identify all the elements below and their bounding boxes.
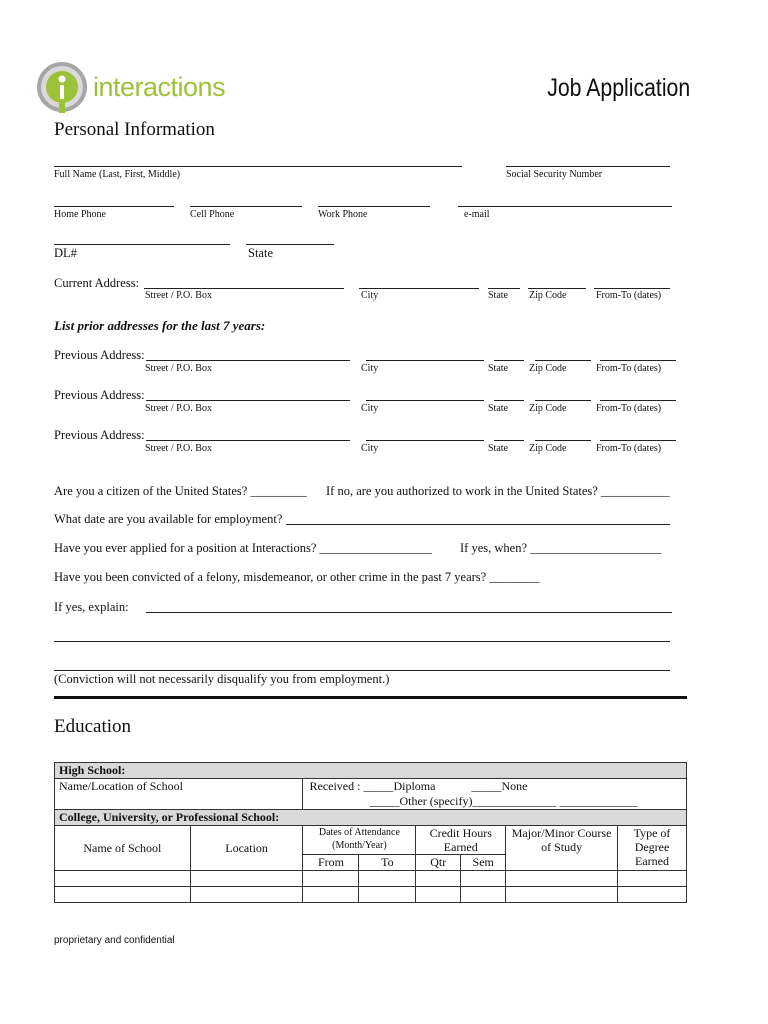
previous-street-field[interactable] <box>146 400 350 401</box>
table-cell[interactable] <box>359 871 416 887</box>
logo-text: interactions <box>93 72 226 102</box>
previous-dates-field[interactable] <box>600 400 676 401</box>
explain-label: If yes, explain: <box>54 600 129 614</box>
current-dates-field[interactable] <box>594 288 670 289</box>
logo-mark-icon <box>35 60 93 118</box>
zip-label: Zip Code <box>529 363 567 374</box>
section-divider <box>54 696 687 699</box>
full-name-field[interactable] <box>54 166 462 167</box>
previous-state-field[interactable] <box>494 440 524 441</box>
state-label: State <box>488 290 508 301</box>
dates-label: From-To (dates) <box>596 290 662 301</box>
col-sem: Sem <box>461 855 506 871</box>
dl-label: DL# <box>54 246 77 260</box>
previous-dates-field[interactable] <box>600 360 676 361</box>
previous-zip-field[interactable] <box>535 360 591 361</box>
table-cell[interactable] <box>416 871 461 887</box>
table-cell[interactable] <box>618 871 687 887</box>
table-row <box>55 871 687 887</box>
dates-label: From-To (dates) <box>596 443 662 454</box>
dl-state-label: State <box>248 246 273 260</box>
email-field[interactable] <box>458 206 672 207</box>
home-phone-field[interactable] <box>54 206 174 207</box>
section-title-personal: Personal Information <box>54 119 215 140</box>
table-cell[interactable] <box>506 871 618 887</box>
current-address-label: Current Address: <box>54 276 140 290</box>
full-name-label: Full Name (Last, First, Middle) <box>54 169 181 180</box>
high-school-received[interactable] <box>303 779 687 810</box>
previous-city-field[interactable] <box>366 360 484 361</box>
name-location-label: Name/Location of School <box>59 779 183 793</box>
previous-zip-field[interactable] <box>535 400 591 401</box>
cell-phone-label: Cell Phone <box>190 209 235 220</box>
table-cell[interactable] <box>55 887 191 903</box>
previous-address-label: Previous Address: <box>54 428 145 442</box>
zip-label: Zip Code <box>529 290 567 301</box>
col-from: From <box>303 855 359 871</box>
city-label: City <box>361 290 379 301</box>
availability-field[interactable] <box>286 524 670 525</box>
current-city-field[interactable] <box>359 288 479 289</box>
logo <box>35 60 235 116</box>
none-option[interactable]: _____None <box>471 779 528 793</box>
col-location: Location <box>190 826 303 871</box>
street-label: Street / P.O. Box <box>145 290 212 301</box>
col-credit-hours: Credit Hours Earned <box>416 826 506 855</box>
email-label: e-mail <box>464 209 490 220</box>
ssn-label: Social Security Number <box>506 169 603 180</box>
zip-label: Zip Code <box>529 403 567 414</box>
table-cell[interactable] <box>303 871 359 887</box>
home-phone-label: Home Phone <box>54 209 106 220</box>
street-label: Street / P.O. Box <box>145 363 212 374</box>
current-state-field[interactable] <box>488 288 520 289</box>
col-to: To <box>359 855 416 871</box>
table-cell[interactable] <box>359 887 416 903</box>
dl-state-field[interactable] <box>246 244 334 245</box>
col-degree-type: Type of Degree Earned <box>618 826 687 871</box>
previous-zip-field[interactable] <box>535 440 591 441</box>
city-label: City <box>361 363 379 374</box>
previous-street-field[interactable] <box>146 360 350 361</box>
table-cell[interactable] <box>416 887 461 903</box>
dl-field[interactable] <box>54 244 230 245</box>
col-qtr: Qtr <box>416 855 461 871</box>
prior-addresses-heading: List prior addresses for the last 7 years: <box>54 318 266 333</box>
cell-phone-field[interactable] <box>190 206 302 207</box>
previous-street-field[interactable] <box>146 440 350 441</box>
footer-text: proprietary and confidential <box>54 935 175 946</box>
received-diploma-option[interactable]: Received : _____Diploma <box>309 779 436 793</box>
table-cell[interactable] <box>506 887 618 903</box>
other-option[interactable]: _____Other (specify)______________ _____________ <box>369 794 638 808</box>
explain-field[interactable] <box>146 612 672 613</box>
street-label: Street / P.O. Box <box>145 443 212 454</box>
col-dates-of-attendance: Dates of Attendance (Month/Year) <box>303 826 416 855</box>
state-label: State <box>488 363 508 374</box>
availability-question: What date are you available for employment? <box>54 512 283 526</box>
table-cell[interactable] <box>461 871 506 887</box>
section-title-education: Education <box>54 716 132 737</box>
col-name-of-school: Name of School <box>55 826 191 871</box>
city-label: City <box>361 443 379 454</box>
work-authorization-question: If no, are you authorized to work in the United States? ___________ <box>326 484 670 498</box>
document-title: Job Application <box>547 74 690 102</box>
state-label: State <box>488 403 508 414</box>
table-row <box>55 887 687 903</box>
previous-state-field[interactable] <box>494 360 524 361</box>
previous-dates-field[interactable] <box>600 440 676 441</box>
table-cell[interactable] <box>618 887 687 903</box>
current-street-field[interactable] <box>144 288 344 289</box>
explain-field-line-2[interactable] <box>54 641 670 642</box>
citizen-question: Are you a citizen of the United States? _________ <box>54 484 307 498</box>
city-label: City <box>361 403 379 414</box>
conviction-disclaimer: (Conviction will not necessarily disqualify you from employment.) <box>54 672 390 686</box>
conviction-question: Have you been convicted of a felony, misdemeanor, or other crime in the past 7 years? ________ <box>54 570 540 584</box>
dates-label: From-To (dates) <box>596 363 662 374</box>
current-zip-field[interactable] <box>528 288 586 289</box>
high-school-name-location[interactable] <box>55 779 303 810</box>
col-major-minor: Major/Minor Course of Study <box>506 826 618 871</box>
table-cell[interactable] <box>55 871 191 887</box>
college-header: College, University, or Professional School: <box>55 810 687 826</box>
previous-state-field[interactable] <box>494 400 524 401</box>
table-cell[interactable] <box>303 887 359 903</box>
previous-city-field[interactable] <box>366 400 484 401</box>
work-phone-label: Work Phone <box>318 209 368 220</box>
state-label: State <box>488 443 508 454</box>
zip-label: Zip Code <box>529 443 567 454</box>
ssn-field[interactable] <box>506 166 670 167</box>
dates-label: From-To (dates) <box>596 403 662 414</box>
previous-address-label: Previous Address: <box>54 388 145 402</box>
table-cell[interactable] <box>461 887 506 903</box>
table-cell[interactable] <box>190 887 303 903</box>
explain-field-line-3[interactable] <box>54 670 670 671</box>
education-table <box>54 762 687 903</box>
table-cell[interactable] <box>190 871 303 887</box>
work-phone-field[interactable] <box>318 206 430 207</box>
applied-when-question: If yes, when? _____________________ <box>460 541 662 555</box>
previous-address-label: Previous Address: <box>54 348 145 362</box>
street-label: Street / P.O. Box <box>145 403 212 414</box>
previous-city-field[interactable] <box>366 440 484 441</box>
high-school-header: High School: <box>55 763 687 779</box>
applied-before-question: Have you ever applied for a position at Interactions? __________________ <box>54 541 433 555</box>
